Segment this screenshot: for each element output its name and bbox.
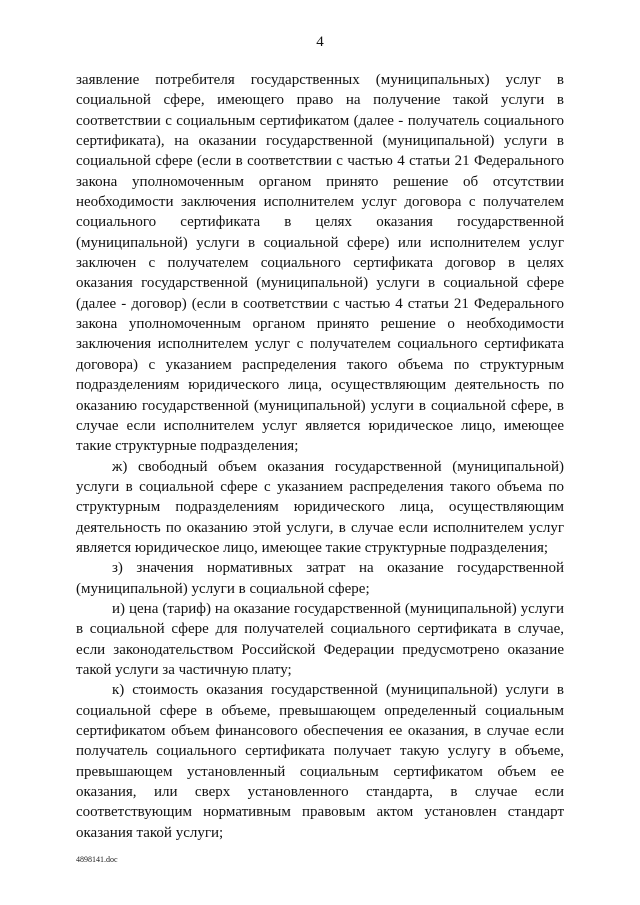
paragraph-item-k: к) стоимость оказания государственной (муниципальной) услуги в социальной сфере в объеме, превышающем определенный социальным сертификатом объем финансового обеспечения ее оказания, в случае если получатель социального сертификата получает такую услугу в объеме, превышающем установленный социальным сертификатом объем ее оказания, или сверх установленного стандарта, в случае если соответствующим нормативным правовым актом установлен стандарт оказания такой услуги; bbox=[76, 682, 564, 841]
document-body bbox=[76, 70, 564, 843]
paragraph-continuation: заявление потребителя государственных (муниципальных) услуг в социальной сфере, имеющего право на получение такой услуги в соответствии с социальным сертификатом (далее - получатель социального сертификата), на оказании государственной (муниципальной) услуги в социальной сфере (если в соответствии с частью 4 статьи 21 Федерального закона уполномоченным органом принято решение об отсутствии необходимости заключения исполнителем услуг договора с получателем социального сертификата в целях оказания государственной (муниципальной) услуги в социальной сфере) или исполнителем услуг заключен с получателем социального сертификата договор в целях оказания государственной (муниципальной) услуги в социальной сфере (далее - договор) (если в соответствии с частью 4 статьи 21 Федерального закона уполномоченным органом принято решение о необходимости заключения исполнителем услуг с получателем социального сертификата договора) с указанием распределения такого объема по структурным подразделениям юридического лица, осуществляющим деятельность по оказанию государственной (муниципальной) услуги в социальной сфере, в случае если исполнителем услуг является юридическое лицо, имеющее такие структурные подразделения; bbox=[76, 72, 564, 455]
paragraph-item-i: и) цена (тариф) на оказание государственной (муниципальной) услуги в социальной сфере для получателей социального сертификата в случае, если законодательством Российской Федерации предусмотрено оказание такой услуги за частичную плату; bbox=[76, 600, 564, 678]
paragraph-item-z: з) значения нормативных затрат на оказание государственной (муниципальной) услуги в социальной сфере; bbox=[76, 560, 564, 597]
paragraph-item-zh: ж) свободный объем оказания государственной (муниципальной) услуги в социальной сфере с указанием распределения такого объема по структурным подразделениям юридического лица, осуществляющим деятельность по оказанию этой услуги, в случае если исполнителем услуг является юридическое лицо, имеющее такие структурные подразделения; bbox=[76, 458, 564, 556]
document-file-code: 4898141.doc bbox=[76, 855, 118, 864]
page-number: 4 bbox=[316, 34, 324, 50]
